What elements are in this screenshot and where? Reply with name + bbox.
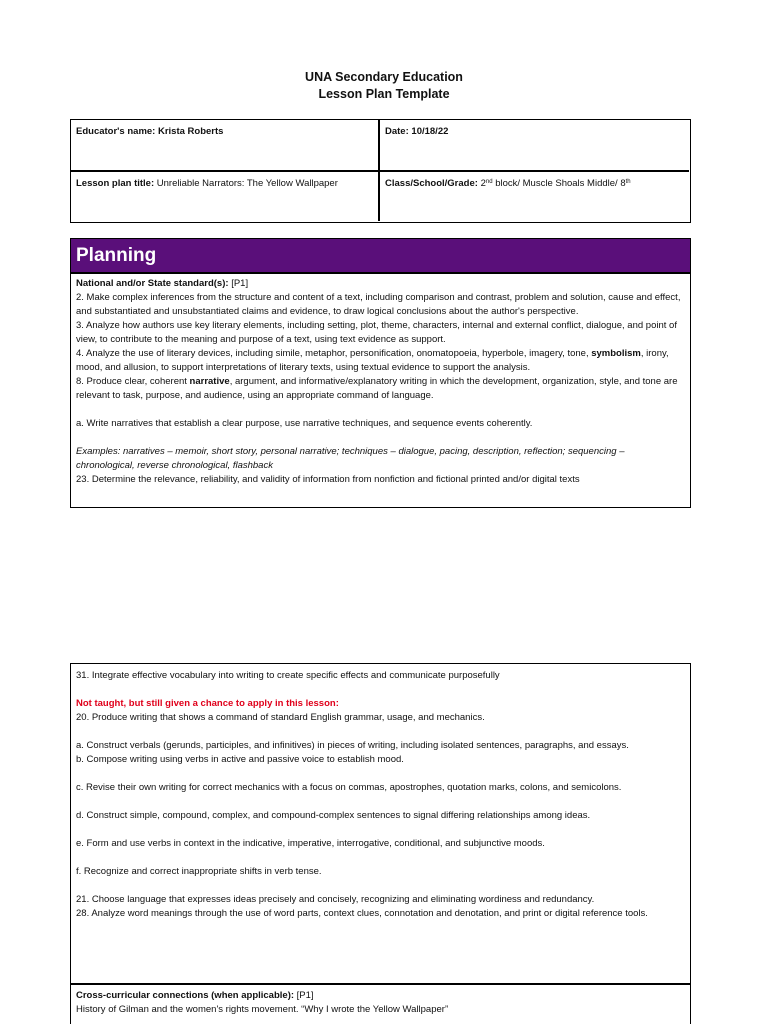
standard-23: 23. Determine the relevance, reliability, and validity of information from nonfiction and fictional printed and/or digital texts (76, 474, 580, 485)
standards-label: National and/or State standard(s): (76, 278, 229, 289)
standard-8a: a. Write narratives that establish a clear purpose, use narrative techniques, and sequence events coherently. (76, 418, 533, 429)
educator-value: Krista Roberts (157, 126, 224, 137)
title-line-1: UNA Secondary Education (305, 70, 463, 84)
date-cell (380, 120, 689, 144)
date-value: 10/18/22 (411, 126, 449, 137)
standard-8-text-b: , argument, and informative/explanatory writing in which the development, organization, style, and tone are relevant to task, purpose, and audience, using an appropriate command of language. (76, 376, 678, 401)
standard-20d: d. Construct simple, compound, complex, and compound-complex sentences to signal differing relationships among ideas. (76, 810, 591, 821)
cross-curricular-tag: [P1] (296, 990, 314, 1001)
not-taught-note: Not taught, but still given a chance to apply in this lesson: (76, 698, 339, 709)
lesson-title-label: Lesson plan title: (76, 178, 155, 189)
standard-31: 31. Integrate effective vocabulary into writing to create specific effects and communicate purposefully (76, 670, 500, 681)
cross-curricular-text: History of Gilman and the women's rights movement. “Why I wrote the Yellow Wallpaper” (76, 1004, 449, 1015)
standard-4-text-a: 4. Analyze the use of literary devices, including simile, metaphor, personification, onomatopoeia, hyperbole, imagery, tone, (76, 348, 589, 359)
planning-heading: Planning (76, 245, 157, 266)
standard-4-text-b: , irony, mood, and allusion, to support interpretations of literary texts, using textual evidence to support the analysis. (76, 348, 669, 373)
planning-banner (70, 238, 691, 273)
class-mid: block/ Muscle Shoals Middle/ 8 (495, 178, 626, 189)
standard-examples: Examples: narratives – memoir, short story, personal narrative; techniques – dialogue, pacing, description, reflection; sequencing – chronological, reverse chronological, flashback (76, 446, 625, 471)
standards-heading (76, 277, 685, 291)
cross-curricular-label: Cross-curricular connections (when applicable): (76, 990, 295, 1001)
standard-20c: c. Revise their own writing for correct mechanics with a focus on commas, apostrophes, quotation marks, colons, and semicolons. (76, 782, 622, 793)
standard-20a: a. Construct verbals (gerunds, participles, and infinitives) in pieces of writing, including isolated sentences, paragraphs, and essays. (76, 740, 629, 751)
standard-8-bold: narrative (189, 376, 230, 387)
lesson-title-value: Unreliable Narrators: The Yellow Wallpaper (156, 178, 338, 189)
date-label: Date: (385, 126, 409, 137)
standard-21: 21. Choose language that expresses ideas precisely and concisely, recognizing and eliminating wordiness and redundancy. (76, 894, 595, 905)
standard-2: 2. Make complex inferences from the structure and content of a text, including comparison and contrast, problem and solution, cause and effect, and substantiated and unsubstantiated claims and evidence, to draw logical conclusions about the author's perspective. (76, 292, 681, 317)
educator-label: Educator's name: (76, 126, 156, 137)
class-label: Class/School/Grade: (385, 178, 478, 189)
standard-3: 3. Analyze how authors use key literary elements, including setting, plot, theme, characters, internal and external conflict, dialogue, and point of view, to contribute to the meaning and purpose of a text, using text evidence as support. (76, 320, 677, 345)
title-line-2: Lesson Plan Template (318, 87, 450, 101)
standard-28: 28. Analyze word meanings through the use of word parts, context clues, connotation and denotation, and print or digital reference tools. (76, 908, 648, 919)
standard-20: 20. Produce writing that shows a command of standard English grammar, usage, and mechanics. (76, 712, 485, 723)
standard-8 (76, 375, 685, 403)
lesson-title-cell (71, 172, 378, 196)
class-cell (380, 172, 689, 196)
class-block-sup: nd (485, 179, 493, 185)
page-title (0, 69, 768, 103)
standards-tag: [P1] (231, 278, 249, 289)
cross-curricular-box (70, 984, 691, 1024)
cross-curricular-heading (76, 989, 685, 1003)
lesson-info-table (70, 119, 691, 223)
class-block-num: 2 (480, 178, 486, 189)
class-grade-sup: th (625, 179, 631, 185)
standard-4-bold: symbolism (591, 348, 641, 359)
standard-20b: b. Compose writing using verbs in active and passive voice to establish mood. (76, 754, 404, 765)
standards-continued-box (70, 663, 691, 984)
standard-20e: e. Form and use verbs in context in the indicative, imperative, interrogative, conditional, and subjunctive moods. (76, 838, 545, 849)
standards-box (70, 273, 691, 508)
standard-8-text-a: 8. Produce clear, coherent (76, 376, 187, 387)
standard-4 (76, 347, 685, 375)
standard-20f: f. Recognize and correct inappropriate shifts in verb tense. (76, 866, 322, 877)
educator-name-cell (71, 120, 378, 144)
